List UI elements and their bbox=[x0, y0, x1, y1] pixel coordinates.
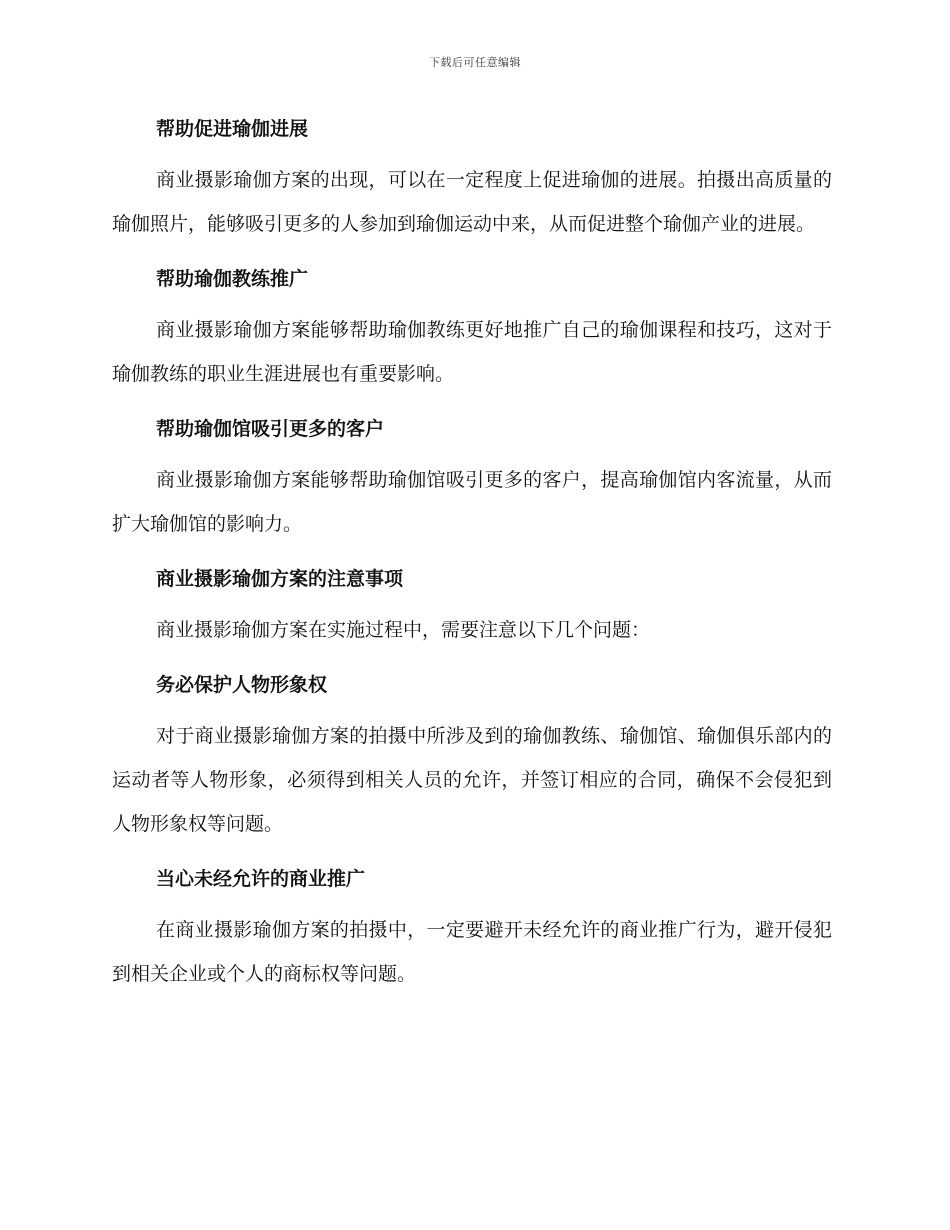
section-paragraph-unauthorized-promotion: 在商业摄影瑜伽方案的拍摄中，一定要避开未经允许的商业推广行为，避开侵犯到相关企业或个人的商标权等问题。 bbox=[112, 919, 832, 985]
section-paragraph-studio-customers: 商业摄影瑜伽方案能够帮助瑜伽馆吸引更多的客户，提高瑜伽馆内客流量，从而扩大瑜伽馆的影响力。 bbox=[112, 469, 832, 535]
section-paragraph-portrait-rights: 对于商业摄影瑜伽方案的拍摄中所涉及到的瑜伽教练、瑜伽馆、瑜伽俱乐部内的运动者等人物形象，必须得到相关人员的允许，并签订相应的合同，确保不会侵犯到人物形象权等问题。 bbox=[112, 725, 832, 835]
section-paragraph-coach-promotion: 商业摄影瑜伽方案能够帮助瑜伽教练更好地推广自己的瑜伽课程和技巧，这对于瑜伽教练的职业生涯进展也有重要影响。 bbox=[112, 319, 832, 385]
section-heading-portrait-rights: 务必保护人物形象权 bbox=[156, 674, 328, 696]
section-heading-yoga-development: 帮助促进瑜伽进展 bbox=[156, 118, 309, 140]
page-header: 下载后可任意编辑 bbox=[429, 56, 521, 69]
section-paragraph-yoga-development: 商业摄影瑜伽方案的出现，可以在一定程度上促进瑜伽的进展。拍摄出高质量的瑜伽照片，能够吸引更多的人参加到瑜伽运动中来，从而促进整个瑜伽产业的进展。 bbox=[112, 169, 832, 235]
section-heading-precautions: 商业摄影瑜伽方案的注意事项 bbox=[156, 568, 404, 590]
document-body bbox=[112, 110, 832, 996]
section-heading-coach-promotion: 帮助瑜伽教练推广 bbox=[156, 268, 309, 290]
section-heading-studio-customers: 帮助瑜伽馆吸引更多的客户 bbox=[156, 418, 385, 440]
section-paragraph-precautions: 商业摄影瑜伽方案在实施过程中，需要注意以下几个问题： bbox=[156, 619, 651, 641]
section-heading-unauthorized-promotion: 当心未经允许的商业推广 bbox=[156, 868, 366, 890]
